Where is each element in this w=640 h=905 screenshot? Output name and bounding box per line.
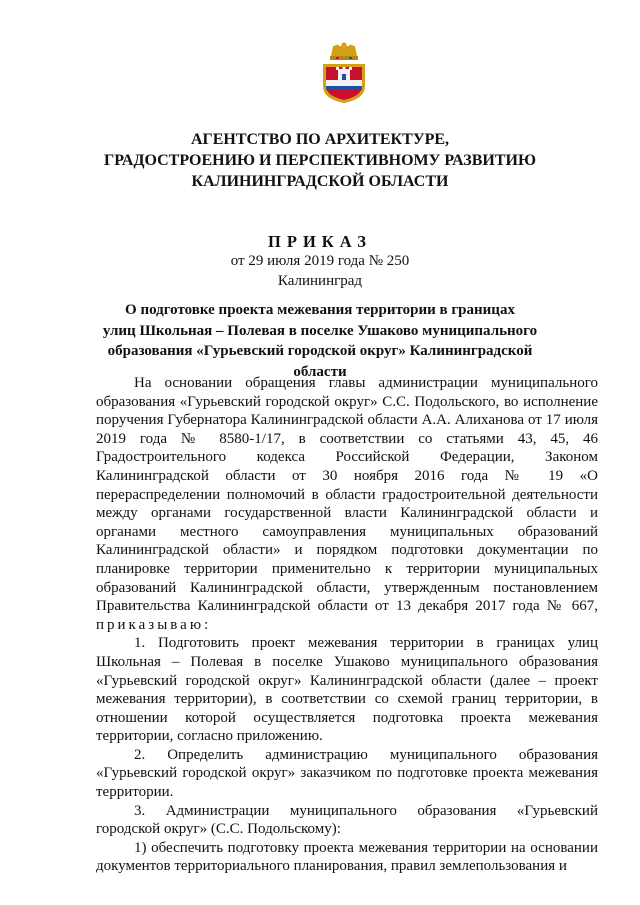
subject-line-1: О подготовке проекта межевания территории в границах	[125, 302, 515, 318]
agency-name-line-2: ГРАДОСТРОЕНИЮ И ПЕРСПЕКТИВНОМУ РАЗВИТИЮ	[104, 152, 536, 169]
document-body	[96, 374, 598, 876]
agency-name	[90, 129, 550, 192]
preamble-text: На основании обращения главы администрации муниципального образования «Гурьевский городской округ» С.С. Подольского, во исполнение поручения Губернатора Калининградской области А.А. Алиханова от 17 июля 2019 года № 8580-1/17, в соответствии со статьями 43, 45, 46 Градостроительного кодекса Российской Федерации, Законом Калининградской области от 30 ноября 2016 года № 19 «О перераспределении полномочий в области градостроительной деятельности между органами государственной власти Калининградской области и органами местного самоуправления муниципальных образований Калининградской области» и порядком подготовки документации по планировке территории применительно к территории муниципальных образований Калининградской области, утвержденным постановлением Правительства Калининградской области от 13 декабря 2017 года № 667,	[96, 375, 598, 615]
subitem-paragraph-3-1: 1) обеспечить подготовку проекта межевания территории на основании документов территориального планирования, правил землепользования и	[96, 839, 598, 875]
document-subject	[85, 300, 555, 382]
item-paragraph-2: 2. Определить администрацию муниципального образования «Гурьевский городской округ» заказчиком по подготовке проекта межевания территории.	[96, 746, 598, 801]
document-city: Калининград	[277, 273, 363, 289]
item-paragraph-1: 1. Подготовить проект межевания территории в границах улиц Школьная – Полевая в поселке Ушаково муниципального образования «Гурьевский городской округ» Калининградской области (далее – проект межевания территории), в соответствии со схемой границ территории, в отношении которой осуществляется подготовка проекта межевания территории, согласно приложению.	[96, 635, 598, 745]
preamble-paragraph	[96, 374, 598, 634]
agency-name-line-1: АГЕНТСТВО ПО АРХИТЕКТУРЕ,	[190, 131, 450, 148]
order-word: приказываю:	[96, 616, 212, 633]
document-date-number: от 29 июля 2019 года № 250	[230, 253, 410, 269]
subject-line-3: образования «Гурьевский городской округ» Калининградской области	[107, 343, 533, 380]
document-type: ПРИКАЗ	[268, 232, 372, 251]
subject-line-2: улиц Школьная – Полевая в поселке Ушаково муниципального	[102, 322, 538, 339]
item-paragraph-3: 3. Администрации муниципального образования «Гурьевский городской округ» (С.С. Подольскому):	[96, 802, 598, 838]
kaliningrad-coat-of-arms-icon	[319, 42, 369, 104]
agency-name-line-3: КАЛИНИНГРАДСКОЙ ОБЛАСТИ	[191, 173, 449, 190]
